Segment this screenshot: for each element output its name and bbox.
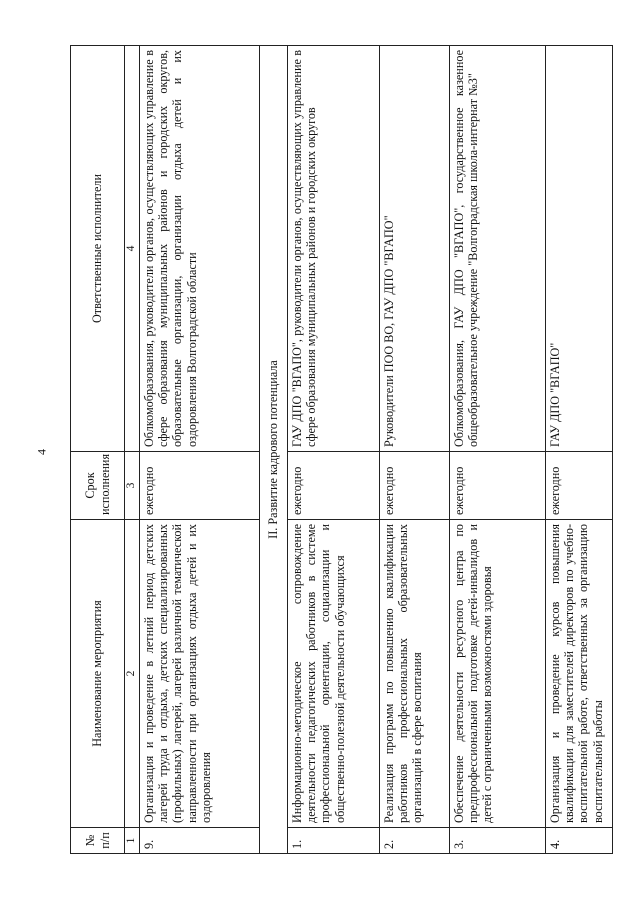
column-number: 4 xyxy=(125,46,140,452)
activity-responsible: ГАУ ДПО "ВГАПО" xyxy=(545,46,612,452)
activity-responsible: Руководители ПОО ВО, ГАУ ДПО "ВГАПО" xyxy=(379,46,449,452)
header-num: № п/п xyxy=(71,828,125,854)
activity-term: ежегодно xyxy=(139,452,259,520)
activity-name: Информационно-методическое сопровождение деятельности педагогических работников в системе профессиональной ориентации, социализации и общественно-полезной деятельности обучающихся xyxy=(287,520,379,828)
table-row xyxy=(545,46,612,854)
activity-term: ежегодно xyxy=(449,452,545,520)
table-row xyxy=(139,46,259,854)
table-row xyxy=(449,46,545,854)
row-number: 1. xyxy=(287,828,379,854)
activity-name: Обеспечение деятельности ресурсного центра по предпрофессиональной подготовке детей-инвалидов и детей с ограниченными возможностями здоровья xyxy=(449,520,545,828)
activity-term: ежегодно xyxy=(379,452,449,520)
header-term: Срок исполнения xyxy=(71,452,125,520)
header-name: Наименование мероприятия xyxy=(71,520,125,828)
rotated-table-sheet xyxy=(70,46,610,854)
activity-responsible: Облкомобразования, ГАУ ДПО "ВГАПО", государственное казенное общеобразовательное учреждение "Волгоградская школа-интернат №3" xyxy=(449,46,545,452)
table-row xyxy=(379,46,449,854)
page-number: 4 xyxy=(34,449,49,455)
row-number: 9. xyxy=(139,828,259,854)
activity-term: ежегодно xyxy=(545,452,612,520)
activity-responsible: ГАУ ДПО "ВГАПО", руководители органов, осуществляющих управление в сфере образования муниципальных районов и городских округов xyxy=(287,46,379,452)
row-number: 3. xyxy=(449,828,545,854)
activity-responsible: Облкомобразования, руководители органов, осуществляющих управление в сфере образования муниципальных районов и городских округов, образовательные организации, организации отдыха детей и их оздоровления Волгоградской области xyxy=(139,46,259,452)
row-number: 4. xyxy=(545,828,612,854)
row-number: 2. xyxy=(379,828,449,854)
activity-name: Организация и проведение курсов повышения квалификации для заместителей директоров по учебно-воспитательной работе, ответственных за организацию воспитательной работы xyxy=(545,520,612,828)
table-header-row xyxy=(71,46,125,854)
header-responsible: Ответственные исполнители xyxy=(71,46,125,452)
section-header-row xyxy=(259,46,287,854)
page-content xyxy=(70,46,610,854)
column-number: 3 xyxy=(125,452,140,520)
column-number-row xyxy=(125,46,140,854)
table-row xyxy=(287,46,379,854)
activity-name: Реализация программ по повышению квалификации работников профессиональных образовательных организаций в сфере воспитания xyxy=(379,520,449,828)
column-number: 2 xyxy=(125,520,140,828)
column-number: 1 xyxy=(125,828,140,854)
activity-term: ежегодно xyxy=(287,452,379,520)
activity-name: Организация и проведение в летний период детских лагерей труда и отдыха, детских специализированных (профильных) лагерей, лагерей различной тематической направленности при организациях отдыха детей и их оздоровления xyxy=(139,520,259,828)
activities-table xyxy=(70,45,613,854)
section-title: II. Развитие кадрового потенциала xyxy=(259,46,287,854)
